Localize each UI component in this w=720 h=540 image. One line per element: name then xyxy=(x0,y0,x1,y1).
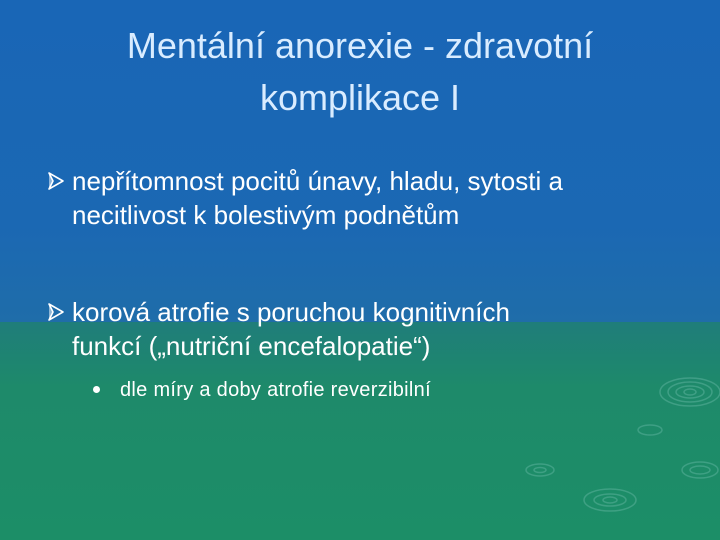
bullet-text-line-1: nepřítomnost pocitů únavy, hladu, sytosti a xyxy=(72,166,563,196)
bullet-text-line-2: funkcí („nutriční encefalopatie“) xyxy=(72,331,431,361)
sub-bullet-list xyxy=(90,377,696,403)
bullet-item xyxy=(46,295,696,403)
arrow-bullet-icon xyxy=(46,302,66,322)
bullet-text-line-2: necitlivost k bolestivým podnětům xyxy=(72,200,460,230)
title-line-1: Mentální anorexie - zdravotní xyxy=(126,25,594,66)
bullet-text-line-1: korová atrofie s poruchou kognitivních xyxy=(72,297,510,327)
arrow-bullet-icon xyxy=(46,171,66,191)
slide-title xyxy=(60,20,660,124)
bullet-list xyxy=(46,164,696,403)
sub-bullet-item xyxy=(90,377,696,403)
bullet-item xyxy=(46,164,696,232)
dot-bullet-icon xyxy=(93,386,100,393)
sub-bullet-text: dle míry a doby atrofie reverzibilní xyxy=(120,379,431,401)
title-line-2: komplikace I xyxy=(259,77,461,118)
